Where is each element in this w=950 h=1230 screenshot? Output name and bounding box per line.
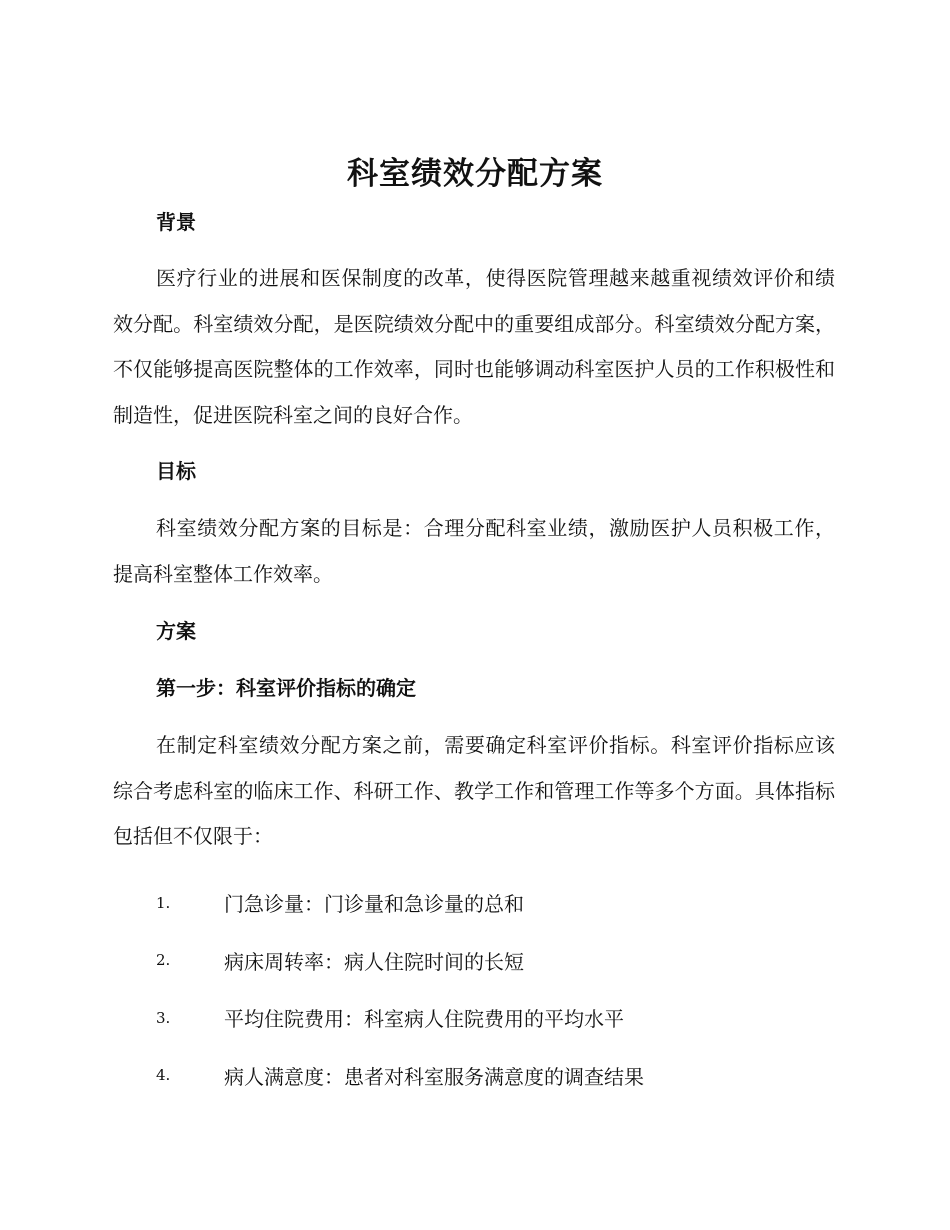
list-number: 2. — [156, 951, 171, 970]
list-number: 3. — [156, 1008, 171, 1027]
plan-heading: 方案 — [156, 619, 196, 643]
goal-heading: 目标 — [156, 459, 196, 483]
list-text: 平均住院费用：科室病人住院费用的平均水平 — [224, 1007, 624, 1032]
background-paragraph: 医疗行业的进展和医保制度的改革，使得医院管理越来越重视绩效评价和绩效分配。科室绩效分配，是医院绩效分配中的重要组成部分。科室绩效分配方案，不仅能够提高医院整体的工作效率，同时也能够调动科室医护人员的工作积极性和制造性，促进医院科室之间的良好合作。 — [113, 266, 835, 427]
list-text: 门急诊量：门诊量和急诊量的总和 — [224, 892, 524, 917]
list-text: 病人满意度：患者对科室服务满意度的调查结果 — [224, 1064, 644, 1089]
background-heading: 背景 — [156, 210, 196, 234]
goal-paragraph: 科室绩效分配方案的目标是：合理分配科室业绩，激励医护人员积极工作，提高科室整体工作效率。 — [113, 516, 835, 586]
list-number: 4. — [156, 1066, 171, 1085]
list-item — [156, 1047, 644, 1105]
document-title: 科室绩效分配方案 — [347, 156, 603, 192]
list-text: 病床周转率：病人住院时间的长短 — [224, 949, 524, 974]
step1-heading: 第一步：科室评价指标的确定 — [156, 676, 416, 700]
step1-paragraph: 在制定科室绩效分配方案之前，需要确定科室评价指标。科室评价指标应该综合考虑科室的临床工作、科研工作、教学工作和管理工作等多个方面。具体指标包括但不仅限于： — [113, 733, 835, 848]
list-item — [156, 989, 644, 1047]
list-item — [156, 932, 644, 990]
list-item — [156, 874, 644, 932]
indicator-list — [156, 874, 644, 1104]
list-number: 1. — [156, 893, 171, 912]
